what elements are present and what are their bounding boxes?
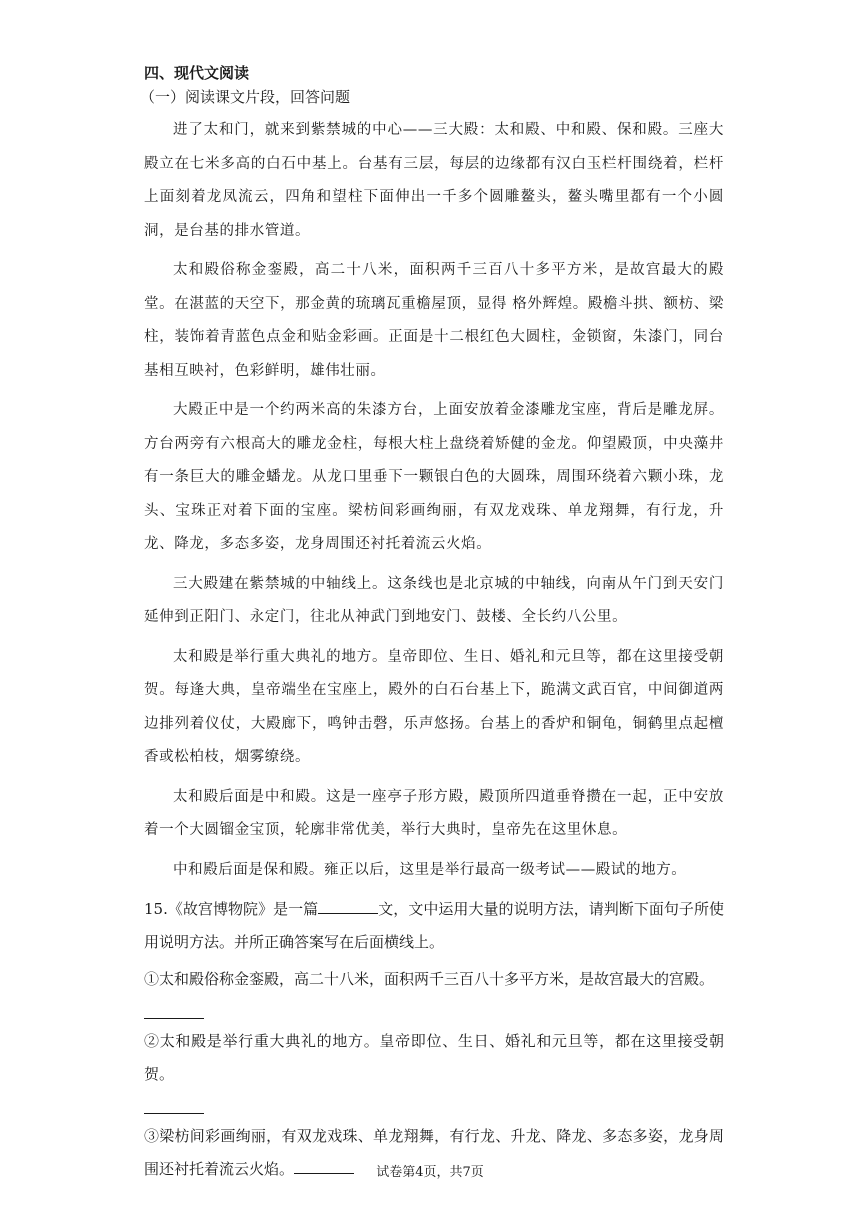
question-item-text: ③梁枋间彩画绚丽，有双龙戏珠、单龙翔舞，有行龙、升龙、降龙、多态多姿，龙身周围还衬托着流云火焰。 xyxy=(144,1127,724,1178)
answer-blank[interactable] xyxy=(318,899,378,914)
question-item: ①太和殿俗称金銮殿，高二十八米，面积两千三百八十多平方米，是故宫最大的宫殿。 xyxy=(144,970,715,988)
passage-paragraph: 太和殿后面是中和殿。这是一座亭子形方殿，殿顶所四道垂脊攒在一起，正中安放着一个大圆镏金宝顶，轮廓非常优美，举行大典时，皇帝先在这里休息。 xyxy=(144,788,724,838)
answer-blank[interactable] xyxy=(144,996,204,1019)
passage-paragraph: 进了太和门，就来到紫禁城的中心——三大殿：太和殿、中和殿、保和殿。三座大殿立在七米多高的白石中基上。台基有三层，每层的边缘都有汉白玉栏杆围绕着，栏杆上面刻着龙凤流云，四角和望柱下面伸出一千多个圆雕鳌头，鳌头嘴里都有一个小圆洞，是台基的排水管道。 xyxy=(144,122,724,239)
question-15 xyxy=(144,893,724,959)
passage-paragraph: 太和殿是举行重大典礼的地方。皇帝即位、生日、婚礼和元旦等，都在这里接受朝贺。每逢大典，皇帝端坐在宝座上，殿外的白石台基上下，跪满文武百官，中间御道两边排列着仪仗，大殿廊下，鸣钟击磬，乐声悠扬。台基上的香炉和铜龟，铜鹤里点起檀香或松柏枝，烟雾缭绕。 xyxy=(144,648,724,765)
passage-paragraph: 大殿正中是一个约两米高的朱漆方台，上面安放着金漆雕龙宝座，背后是雕龙屏。方台两旁有六根高大的雕龙金柱，每根大柱上盘绕着矫健的金龙。仰望殿顶，中央藻井有一条巨大的雕金蟠龙。从龙口里垂下一颗银白色的大圆珠，周围环绕着六颗小珠，龙头、宝珠正对着下面的宝座。梁枋间彩画绚丽，有双龙戏珠、单龙翔舞，有行龙，升龙、降龙，多态多姿，龙身周围还衬托着流云火焰。 xyxy=(144,402,724,552)
passage-paragraph: 三大殿建在紫禁城的中轴线上。这条线也是北京城的中轴线，向南从午门到天安门延伸到正阳门、永定门，往北从神武门到地安门、鼓楼、全长约八公里。 xyxy=(144,575,724,625)
exam-page xyxy=(140,62,724,1186)
passage-paragraph: 中和殿后面是保和殿。雍正以后，这里是举行最高一级考试——殿试的地方。 xyxy=(173,861,687,878)
answer-blank[interactable] xyxy=(144,1091,204,1114)
section-title: 四、现代文阅读 xyxy=(144,64,250,82)
question-suffix: 文，文中运用大量的说明方法，请判断下面句子所使用说明方法。并所正确答案写在后面横线上。 xyxy=(144,900,724,951)
passage-paragraph: 太和殿俗称金銮殿，高二十八米，面积两千三百八十多平方米，是故宫最大的殿堂。在湛蓝的天空下，那金黄的琉璃瓦重檐屋顶，显得 格外辉煌。殿檐斗拱、额枋、梁柱，装饰着青蓝色点金和贴金彩画。正面是十二根红色大圆柱，金锁窗，朱漆门，同台基相互映衬，色彩鲜明，雄伟壮丽。 xyxy=(144,262,724,379)
question-item: ②太和殿是举行重大典礼的地方。皇帝即位、生日、婚礼和元旦等，都在这里接受朝贺。 xyxy=(144,1032,724,1083)
section-subtitle: （一）阅读课文片段，回答问题 xyxy=(140,88,351,106)
question-prefix: 15.《故宫博物院》是一篇 xyxy=(144,900,319,918)
page-footer: 试卷第4页，共7页 xyxy=(376,1165,484,1180)
